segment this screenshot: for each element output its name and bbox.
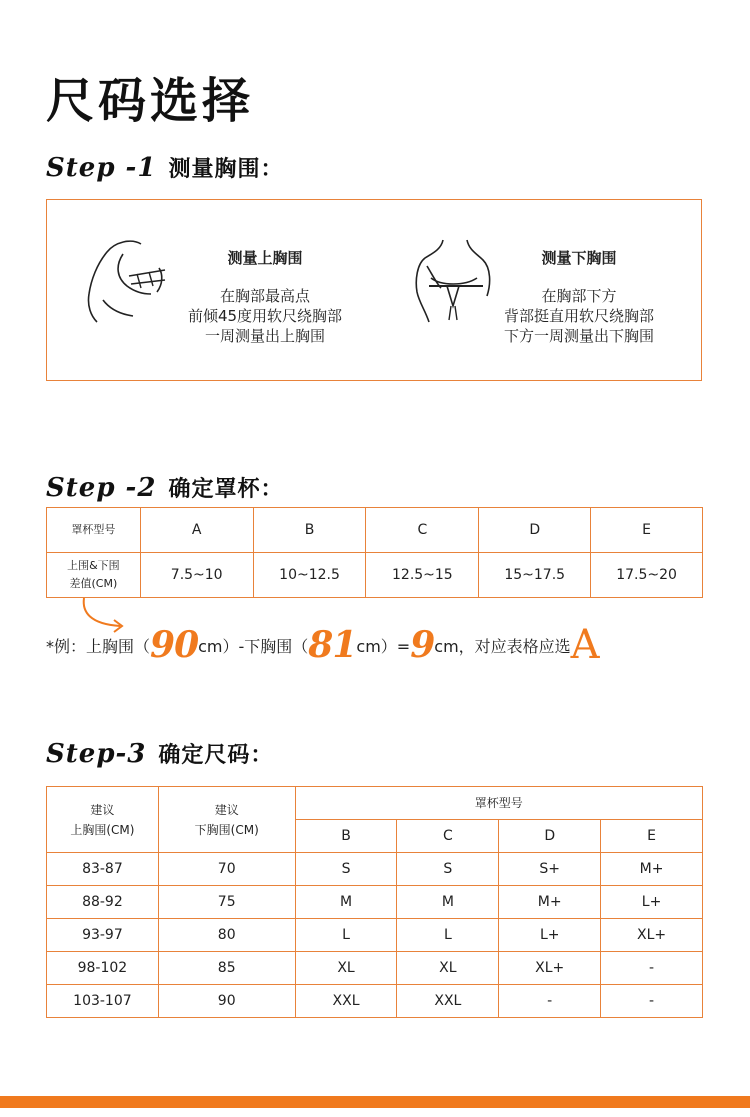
- diff-row-header: [47, 553, 141, 598]
- size-cell: XL: [295, 952, 397, 985]
- step3-title: 确定尺码：: [158, 743, 274, 768]
- under-bust-text: [479, 248, 679, 346]
- diff-cell: 7.5~10: [140, 553, 253, 598]
- example-prefix: *例：上胸围（: [46, 636, 151, 656]
- example-line: [46, 622, 599, 668]
- under-bust-col-header: [158, 787, 295, 853]
- cup-col-header: E: [601, 820, 703, 853]
- size-table: [46, 786, 703, 1018]
- size-cell: M: [397, 886, 499, 919]
- size-cell: S+: [499, 853, 601, 886]
- step3-heading: [46, 738, 273, 769]
- col-header-line: 上胸围(CM): [70, 822, 135, 837]
- step1-title: 测量胸围：: [168, 157, 284, 182]
- size-cell: -: [601, 985, 703, 1018]
- upper-cell: 98-102: [47, 952, 159, 985]
- col-header-line: 建议: [90, 802, 115, 817]
- upper-cell: 93-97: [47, 919, 159, 952]
- example-suffix: cm，对应表格应选: [434, 636, 571, 656]
- measure-box: [46, 199, 702, 381]
- diff-cell: 15~17.5: [479, 553, 591, 598]
- size-cell: M+: [499, 886, 601, 919]
- example-answer: A: [570, 622, 599, 668]
- example-upper-value: 90: [150, 624, 199, 666]
- diff-cell: 17.5~20: [591, 553, 703, 598]
- col-header-line: 建议: [214, 802, 239, 817]
- under-bust-line: 下方一周测量出下胸围: [503, 327, 654, 345]
- size-cell: L+: [499, 919, 601, 952]
- step1-label: Step -1: [46, 153, 157, 183]
- size-cell: XXL: [295, 985, 397, 1018]
- size-cell: S: [397, 853, 499, 886]
- step2-label: Step -2: [46, 473, 157, 503]
- size-cell: -: [601, 952, 703, 985]
- upper-cell: 88-92: [47, 886, 159, 919]
- cup-row-header: 罩杯型号: [47, 508, 141, 553]
- step1-heading: [46, 152, 283, 183]
- under-cell: 70: [158, 853, 295, 886]
- upper-cell: 103-107: [47, 985, 159, 1018]
- size-cell: M+: [601, 853, 703, 886]
- upper-bust-text: [165, 248, 365, 346]
- cup-group-header: 罩杯型号: [295, 787, 702, 820]
- under-bust-heading: 测量下胸围: [541, 249, 617, 267]
- size-cell: L: [295, 919, 397, 952]
- diff-cell: 12.5~15: [366, 553, 479, 598]
- cup-cell: C: [366, 508, 479, 553]
- size-cell: S: [295, 853, 397, 886]
- step3-label: Step-3: [46, 739, 147, 769]
- diff-cell: 10~12.5: [253, 553, 366, 598]
- size-cell: XL: [397, 952, 499, 985]
- size-cell: XL+: [499, 952, 601, 985]
- example-mid2: cm）=: [356, 636, 411, 656]
- diff-row: [47, 553, 703, 598]
- diff-header-line: 上围&下围: [67, 559, 120, 572]
- table-row: [47, 985, 703, 1018]
- cup-table: [46, 507, 703, 598]
- bottom-accent-bar: [0, 1096, 750, 1108]
- cup-cell: B: [253, 508, 366, 553]
- example-mid1: cm）-下胸围（: [198, 636, 309, 656]
- col-header-line: 下胸围(CM): [194, 822, 259, 837]
- example-under-value: 81: [308, 624, 357, 666]
- upper-bust-line: 一周测量出上胸围: [204, 327, 325, 345]
- upper-cell: 83-87: [47, 853, 159, 886]
- table-row: [47, 886, 703, 919]
- size-cell: M: [295, 886, 397, 919]
- step2-title: 确定罩杯：: [168, 477, 284, 502]
- table-row: [47, 853, 703, 886]
- table-row: [47, 919, 703, 952]
- upper-bust-line: 在胸部最高点: [219, 287, 310, 305]
- under-cell: 75: [158, 886, 295, 919]
- cup-col-header: D: [499, 820, 601, 853]
- under-cell: 80: [158, 919, 295, 952]
- size-cell: L: [397, 919, 499, 952]
- step2-heading: [46, 472, 283, 503]
- page-title: 尺码选择: [46, 73, 255, 129]
- upper-bust-col-header: [47, 787, 159, 853]
- upper-bust-line: 前倾45度用软尺绕胸部: [187, 307, 343, 325]
- diff-header-line: 差值(CM): [69, 577, 118, 590]
- under-cell: 90: [158, 985, 295, 1018]
- cup-col-header: B: [295, 820, 397, 853]
- cup-col-header: C: [397, 820, 499, 853]
- cup-cell: A: [140, 508, 253, 553]
- under-bust-line: 在胸部下方: [541, 287, 617, 305]
- size-cell: L+: [601, 886, 703, 919]
- upper-bust-heading: 测量上胸围: [227, 249, 303, 267]
- cup-cell: D: [479, 508, 591, 553]
- size-cell: -: [499, 985, 601, 1018]
- table-row: [47, 952, 703, 985]
- cup-cell: E: [591, 508, 703, 553]
- under-bust-line: 背部挺直用软尺绕胸部: [503, 307, 654, 325]
- example-diff-value: 9: [410, 624, 435, 666]
- size-cell: XL+: [601, 919, 703, 952]
- size-cell: XXL: [397, 985, 499, 1018]
- upper-bust-measure-figure-icon: [79, 236, 169, 326]
- under-cell: 85: [158, 952, 295, 985]
- cup-row: [47, 508, 703, 553]
